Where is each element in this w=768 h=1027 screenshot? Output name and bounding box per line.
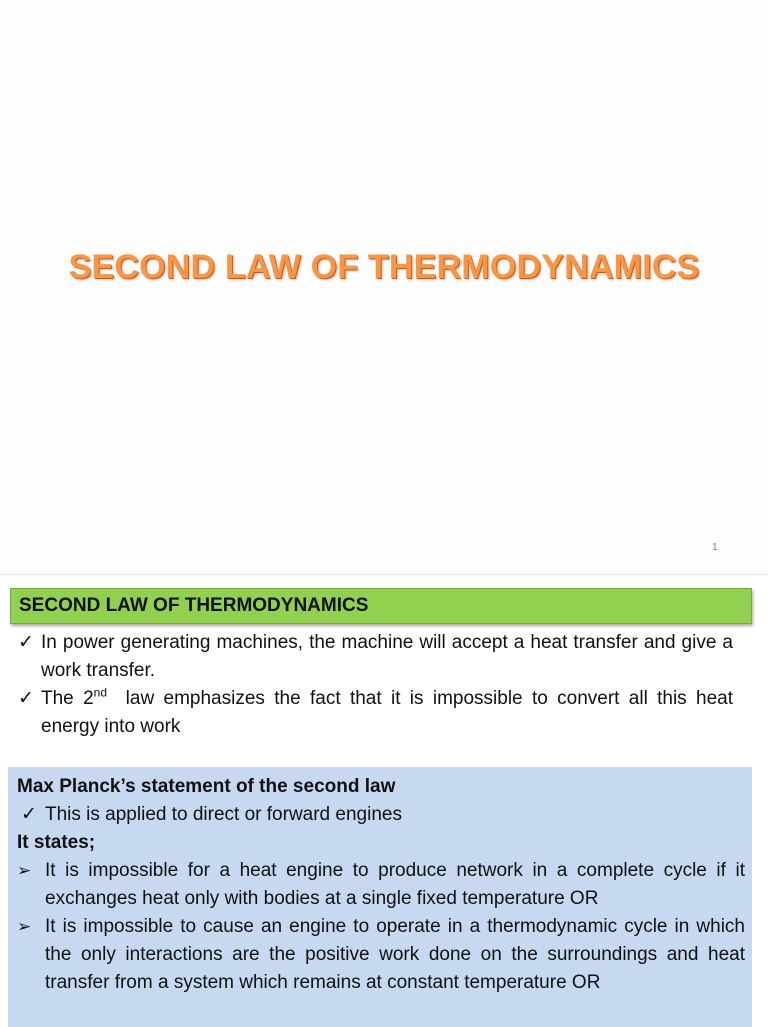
content-slide <box>0 575 768 1024</box>
intro-bullet-list <box>18 629 739 741</box>
planck-heading: Max Planck’s statement of the second law <box>17 776 396 797</box>
list-item <box>17 857 745 913</box>
statement-text: It is impossible for a heat engine to produce network in a complete cycle if it exchanges heat only with bodies at a single fixed temperature OR <box>45 860 745 909</box>
arrow-bullet-icon: ➢ <box>17 917 32 936</box>
section-header-title: SECOND LAW OF THERMODYNAMICS <box>19 595 369 616</box>
bullet-text-post: law emphasizes the fact that it is impossible to convert all this heat energy into work <box>41 688 739 737</box>
planck-check-text: This is applied to direct or forward engines <box>45 804 402 825</box>
list-item <box>17 913 745 997</box>
list-item <box>17 801 745 829</box>
statement-text: It is impossible to cause an engine to operate in a thermodynamic cycle in which the only interactions are the positive work done on the surroundings and heat transfer from a system which remains at constant temperature OR <box>45 916 745 993</box>
page-number: 1 <box>712 542 718 553</box>
check-icon: ✓ <box>18 688 34 709</box>
check-icon: ✓ <box>18 632 34 653</box>
list-item <box>18 629 733 685</box>
arrow-bullet-icon: ➢ <box>17 861 32 880</box>
ordinal-superscript: nd <box>93 685 108 700</box>
check-icon: ✓ <box>21 804 37 825</box>
bullet-text-pre: The 2 <box>41 688 94 709</box>
bullet-text: In power generating machines, the machine will accept a heat transfer and give a work transfer. <box>41 632 733 681</box>
section-header-bar <box>10 588 752 624</box>
slide-title: SECOND LAW OF THERMODYNAMICS <box>68 248 700 286</box>
planck-statement-box <box>8 767 752 1027</box>
list-item <box>18 685 739 741</box>
states-heading: It states; <box>17 832 96 853</box>
